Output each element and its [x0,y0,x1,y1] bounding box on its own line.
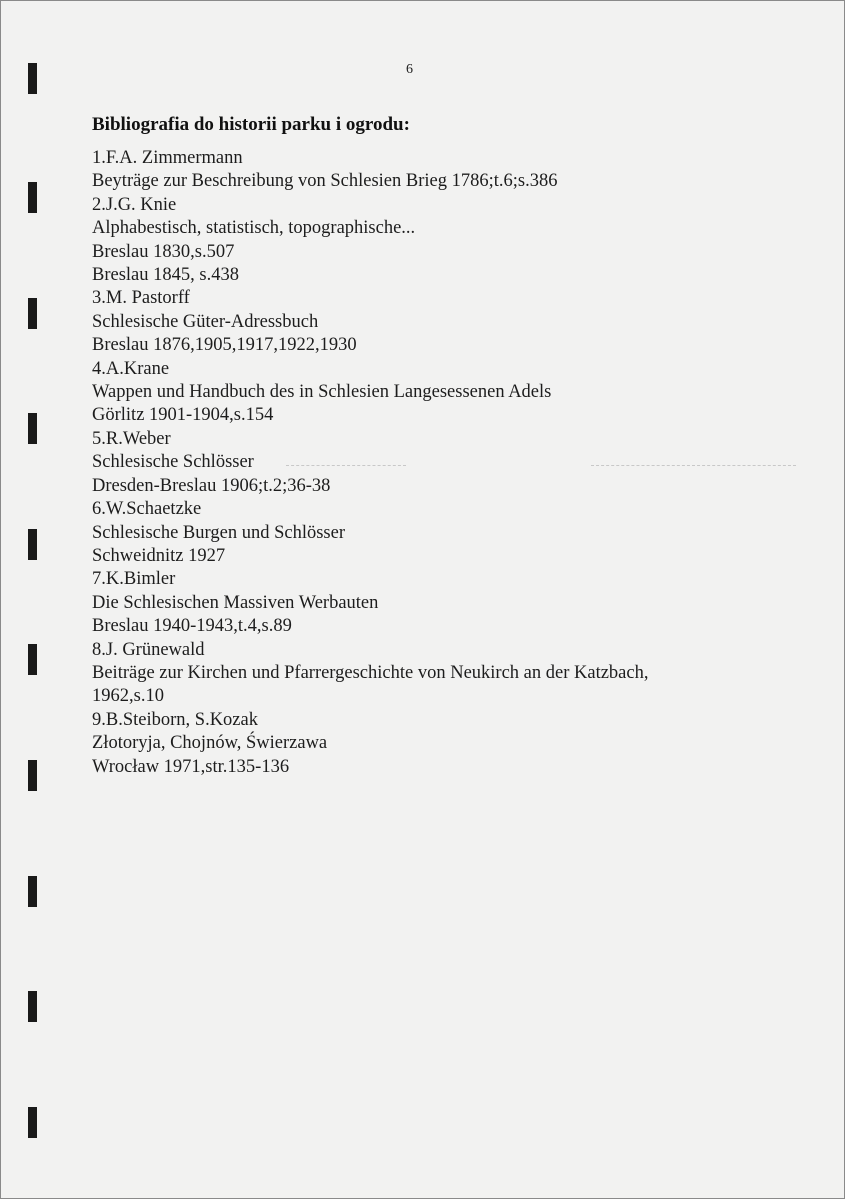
page-number: 6 [406,62,413,77]
entry-4-publication: Görlitz 1901-1904,s.154 [92,405,274,426]
entry-7-author: 7.K.Bimler [92,569,176,590]
entry-2-publication: Breslau 1845, s.438 [92,265,239,286]
entry-2-author: 2.J.G. Knie [92,194,177,215]
entry-2-title: Alphabestisch, statistisch, topographische... [92,218,416,239]
entry-8-publication: 1962,s.10 [92,686,164,707]
bibliography-heading: Bibliografia do historii parku i ogrodu: [92,114,410,135]
entry-8-title: Beiträge zur Kirchen und Pfarrergeschichte von Neukirch an der Katzbach, [92,662,649,683]
binder-mark [28,876,37,907]
entry-3-publication: Breslau 1876,1905,1917,1922,1930 [92,335,357,356]
entry-3-title: Schlesische Güter-Adressbuch [92,311,319,332]
binder-hole-marks [1,1,61,1199]
entry-1-author: 1.F.A. Zimmermann [92,148,243,168]
entry-8-author: 8.J. Grünewald [92,639,205,660]
entry-4-author: 4.A.Krane [92,358,170,379]
entry-6-title: Schlesische Burgen und Schlösser [92,522,345,543]
binder-mark [28,991,37,1022]
entry-5-title: Schlesische Schlösser [92,452,254,473]
entry-9-author: 9.B.Steiborn, S.Kozak [92,709,258,730]
entry-2-publication: Breslau 1830,s.507 [92,241,235,262]
binder-mark [28,182,37,213]
entry-7-title: Die Schlesischen Massiven Werbauten [92,592,379,613]
entry-9-title: Złotoryja, Chojnów, Świerzawa [92,733,328,754]
entry-4-title: Wappen und Handbuch des in Schlesien Langesessenen Adels [92,382,552,403]
entry-7-publication: Breslau 1940-1943,t.4,s.89 [92,616,292,637]
entry-3-author: 3.M. Pastorff [92,288,190,309]
binder-mark [28,760,37,791]
binder-mark [28,529,37,560]
entry-6-author: 6.W.Schaetzke [92,499,202,520]
entry-5-author: 5.R.Weber [92,428,171,449]
binder-mark [28,644,37,675]
binder-mark [28,63,37,94]
bibliography-list [92,147,812,779]
entry-6-publication: Schweidnitz 1927 [92,545,226,566]
binder-mark [28,413,37,444]
entry-9-publication: Wrocław 1971,str.135-136 [92,756,290,777]
entry-1-title: Beyträge zur Beschreibung von Schlesien Brieg 1786;t.6;s.386 [92,171,558,192]
binder-mark [28,298,37,329]
binder-mark [28,1107,37,1138]
entry-5-publication: Dresden-Breslau 1906;t.2;36-38 [92,475,331,496]
